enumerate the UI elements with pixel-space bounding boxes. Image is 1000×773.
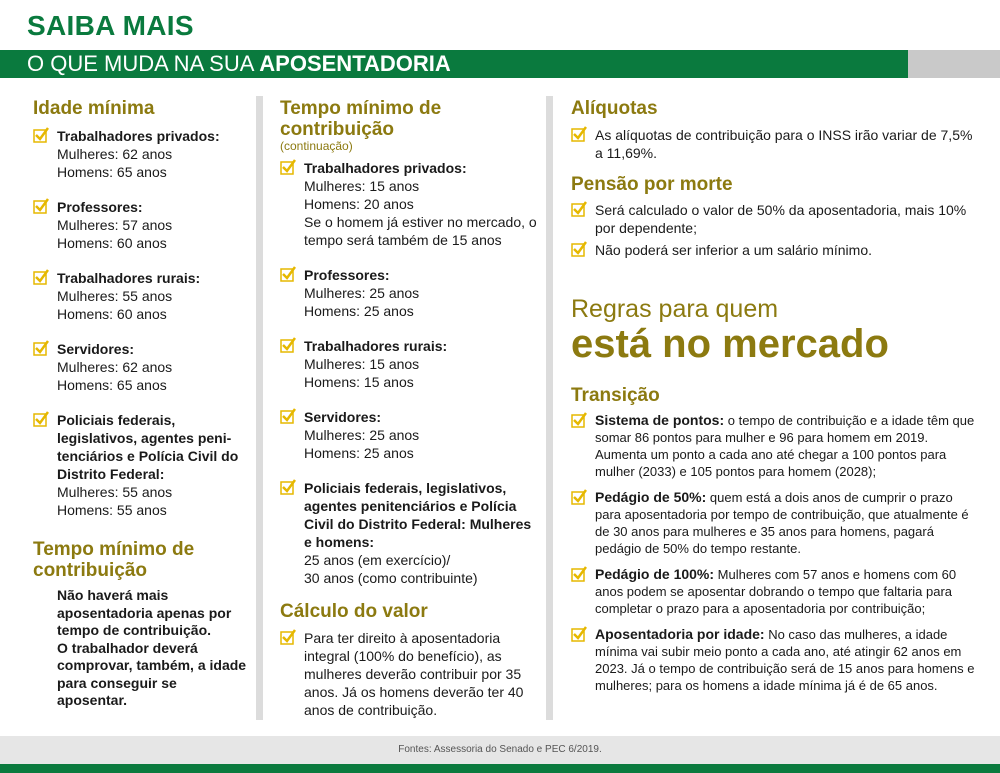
banner-grey-tail — [908, 50, 1000, 78]
item-head: Professores: — [304, 267, 390, 283]
checkbox-check-icon — [571, 201, 587, 217]
tempo-minimo-text-1: Não haverá mais aposentadoria apenas por tempo de contribuição. — [57, 587, 232, 638]
list-item — [571, 201, 975, 237]
aliquotas-text: As alíquotas de contribuição para o INSS irão variar de 7,5% a 11,69%. — [595, 127, 973, 161]
item-head: Servidores: — [57, 341, 135, 357]
list-item — [571, 566, 975, 617]
tempo-continuacao-list — [280, 159, 538, 587]
checkbox-check-icon — [571, 566, 587, 582]
section-title-pensao: Pensão por morte — [571, 174, 733, 195]
item-line: Mulheres: 62 anos — [57, 146, 173, 162]
transicao-item-head: Pedágio de 100%: — [595, 566, 715, 582]
list-item — [571, 626, 975, 694]
kicker-title: SAIBA MAIS — [27, 10, 194, 41]
list-item — [571, 412, 975, 480]
checkbox-check-icon — [280, 479, 296, 495]
checkbox-check-icon — [33, 269, 49, 285]
transicao-item-text: o tempo de contribuição e a idade têm que somar 86 pontos para mulher e 96 para homem em 2019. Aumenta um ponto a cada ano até chegar a 100 pontos para mulher (2033) e 105 pontos para homem (2028); — [595, 413, 975, 479]
list-item — [33, 340, 248, 394]
tempo-minimo-text-2: O trabalhador deverá comprovar, também, a idade para conseguir se aposentar. — [57, 639, 247, 708]
checkbox-check-icon — [280, 629, 296, 645]
pensao-list — [571, 201, 975, 259]
item-line: Mulheres: 57 anos — [57, 217, 173, 233]
item-line: 30 anos (como contribuinte) — [304, 570, 478, 586]
footer-source: Fontes: Assessoria do Senado e PEC 6/2019. — [398, 744, 602, 755]
checkbox-check-icon — [33, 411, 49, 427]
calculo-valor-list — [280, 629, 538, 719]
checkbox-check-icon — [571, 489, 587, 505]
column-divider-2 — [546, 96, 553, 720]
list-item — [280, 266, 538, 320]
item-head: Trabalhadores privados: — [304, 160, 467, 176]
regras-heading-line-1: Regras para quem — [571, 295, 779, 323]
checkbox-check-icon — [571, 126, 587, 142]
checkbox-check-icon — [280, 266, 296, 282]
item-head: Professores: — [57, 199, 143, 215]
section-title-tempo-minimo-2: contribuição — [33, 560, 148, 581]
checkbox-check-icon — [571, 241, 587, 257]
checkbox-check-icon — [33, 340, 49, 356]
checkbox-check-icon — [280, 159, 296, 175]
item-line: Mulheres: 15 anos — [304, 178, 420, 194]
item-line: Mulheres: 25 anos — [304, 285, 420, 301]
item-line: Se o homem já estiver no mercado, o tempo será também de 15 anos — [304, 214, 537, 248]
item-line: Mulheres: 15 anos — [304, 356, 420, 372]
banner-title-bold: APOSENTADORIA — [259, 51, 451, 76]
section-title-idade-minima: Idade mínima — [33, 98, 155, 119]
list-item — [280, 337, 538, 391]
checkbox-check-icon — [280, 408, 296, 424]
section-subtitle-continuacao: (continuação) — [280, 139, 353, 153]
item-head: Policiais federais, legislativos, agentes penitenciários e Polícia Civil do Distrito Federal: Mulheres e homens: — [304, 480, 532, 550]
transicao-item-head: Sistema de pontos: — [595, 412, 725, 428]
transicao-item-text: No caso das mulheres, a idade mínima vai subir meio ponto a cada ano, até atingir 62 anos em 2023. Já o tempo de contribuição será de 15 anos para homens e mulheres; para os homens a idade mínima já é de 65 anos. — [595, 627, 975, 693]
list-item — [280, 159, 538, 249]
item-line: Homens: 20 anos — [304, 196, 414, 212]
item-line: Homens: 65 anos — [57, 377, 167, 393]
calculo-valor-text: Para ter direito à aposentadoria integral (100% do benefício), as mulheres deverão contribuir por 35 anos. Já os homens deverão ter 40 anos de contribuição. — [304, 630, 524, 718]
item-line: Homens: 25 anos — [304, 303, 414, 319]
item-line: Homens: 60 anos — [57, 306, 167, 322]
item-line: Homens: 25 anos — [304, 445, 414, 461]
section-title-calculo-valor: Cálculo do valor — [280, 601, 428, 622]
transicao-item-head: Aposentadoria por idade: — [595, 626, 765, 642]
checkbox-check-icon — [280, 337, 296, 353]
list-item — [33, 411, 248, 519]
checkbox-check-icon — [33, 127, 49, 143]
banner-title — [27, 50, 451, 78]
checkbox-check-icon — [33, 198, 49, 214]
item-line: Homens: 65 anos — [57, 164, 167, 180]
section-title-aliquotas: Alíquotas — [571, 98, 658, 119]
list-item — [571, 126, 975, 162]
checkbox-check-icon — [571, 626, 587, 642]
column-2 — [280, 98, 538, 719]
transicao-item-head: Pedágio de 50%: — [595, 489, 707, 505]
list-item — [571, 241, 975, 259]
item-line: Homens: 60 anos — [57, 235, 167, 251]
section-title-tempo-minimo-1: Tempo mínimo de — [33, 539, 195, 560]
item-line: Mulheres: 55 anos — [57, 484, 173, 500]
list-item — [33, 269, 248, 323]
transicao-item-text: Mulheres com 57 anos e homens com 60 anos podem se aposentar dobrando o tempo que faltaria para completar o prazo para a aposentadoria por contribuição; — [595, 567, 957, 616]
aliquotas-list — [571, 126, 975, 162]
list-item — [33, 127, 248, 181]
bottom-stripe — [0, 764, 1000, 773]
item-head: Trabalhadores rurais: — [57, 270, 201, 286]
list-item — [280, 629, 538, 719]
list-item — [280, 408, 538, 462]
pensao-text: Será calculado o valor de 50% da aposentadoria, mais 10% por dependente; — [595, 202, 967, 236]
checkbox-check-icon — [571, 412, 587, 428]
item-line: Homens: 55 anos — [57, 502, 167, 518]
item-head: Trabalhadores privados: — [57, 128, 220, 144]
item-head: Servidores: — [304, 409, 382, 425]
idade-minima-list — [33, 127, 248, 519]
column-3 — [571, 98, 975, 694]
list-item — [571, 489, 975, 557]
column-divider-1 — [256, 96, 263, 720]
column-1 — [33, 98, 248, 710]
item-line: Homens: 15 anos — [304, 374, 414, 390]
item-head: Policiais federais, legislativos, agentes peni-tenciários e Polícia Civil do Distrito Federal: — [57, 412, 239, 482]
section-title-transicao: Transição — [571, 385, 660, 406]
item-line: Mulheres: 62 anos — [57, 359, 173, 375]
pensao-text: Não poderá ser inferior a um salário mínimo. — [595, 242, 873, 258]
transicao-item-text: quem está a dois anos de cumprir o prazo para aposentadoria por tempo de contribuição, que atualmente é de 30 anos para mulheres e 35 anos para homens, pagará pedágio de 50% do tempo restante. — [595, 490, 969, 556]
transicao-list — [571, 412, 975, 694]
item-line: Mulheres: 55 anos — [57, 288, 173, 304]
item-head: Trabalhadores rurais: — [304, 338, 448, 354]
section-title-tempo-continuacao: Tempo mínimo de contribuição — [280, 98, 442, 140]
item-line: 25 anos (em exercício)/ — [304, 552, 451, 568]
item-line: Mulheres: 25 anos — [304, 427, 420, 443]
list-item — [33, 198, 248, 252]
banner-title-prefix: O QUE MUDA NA SUA — [27, 51, 260, 76]
list-item — [280, 479, 538, 587]
regras-heading-line-2: está no mercado — [571, 322, 889, 366]
